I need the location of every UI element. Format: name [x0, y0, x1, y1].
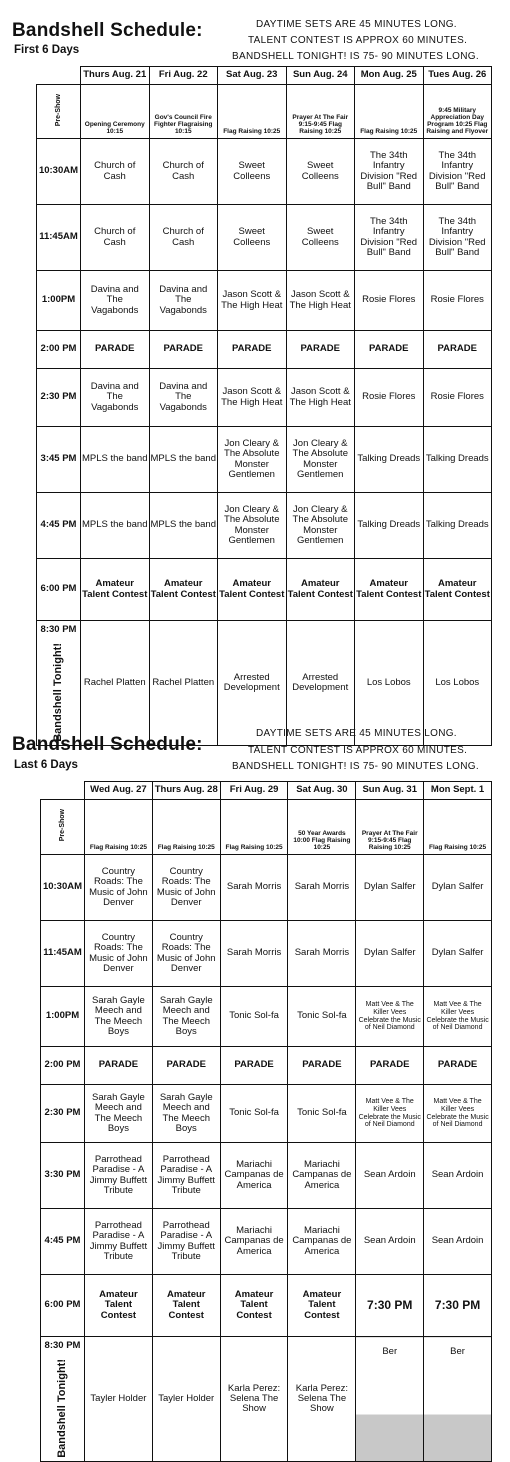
act-cell: Jason Scott & The High Heat — [286, 271, 355, 331]
act-cell: Sarah Gayle Meech and The Meech Boys — [152, 1085, 220, 1143]
preshow-label — [37, 85, 81, 139]
day-header: Thurs Aug. 21 — [81, 67, 150, 85]
act-cell: PARADE — [356, 1047, 424, 1085]
time-slot-row — [41, 987, 492, 1047]
act-cell: Talking Dreads — [423, 427, 492, 493]
act-cell: Mariachi Campanas de America — [220, 1143, 288, 1209]
act-cell: PARADE — [85, 1047, 153, 1085]
act-cell: Amateur Talent Contest — [355, 559, 424, 621]
time-slot-row — [37, 369, 492, 427]
act-cell: Talking Dreads — [355, 493, 424, 559]
act-cell: Matt Vee & The Killer Vees Celebrate the Music of Neil Diamond — [356, 987, 424, 1047]
act-cell: Rosie Flores — [423, 271, 492, 331]
act-cell: Church of Cash — [81, 205, 150, 271]
act-cell: Tonic Sol-fa — [288, 987, 356, 1047]
page-title: Bandshell Schedule: — [12, 20, 203, 41]
slot-time: 2:00 PM — [41, 1047, 85, 1085]
preshow-event: Flag Raising 10:25 — [152, 800, 220, 855]
act-cell: Rachel Platten — [81, 621, 150, 746]
bandshell-tonight-label: Bandshell Tonight! — [55, 1359, 68, 1459]
act-cell: Dylan Salfer — [424, 921, 492, 987]
act-cell: PARADE — [81, 331, 150, 369]
act-cell: PARADE — [218, 331, 287, 369]
act-cell: PARADE — [152, 1047, 220, 1085]
act-cell: Amateur Talent Contest — [288, 1275, 356, 1337]
act-cell: Matt Vee & The Killer Vees Celebrate the Music of Neil Diamond — [424, 987, 492, 1047]
act-cell: Amateur Talent Contest — [286, 559, 355, 621]
act-cell: Country Roads: The Music of John Denver — [152, 921, 220, 987]
slot-time: 4:45 PM — [41, 1209, 85, 1275]
act-cell: Church of Cash — [149, 139, 218, 205]
preshow-row — [41, 800, 492, 855]
page-title: Bandshell Schedule: — [12, 734, 203, 755]
act-cell: Church of Cash — [149, 205, 218, 271]
time-slot-row — [37, 493, 492, 559]
act-cell: The 34th Infantry Division "Red Bull" Band — [423, 205, 492, 271]
day-header: Fri Aug. 22 — [149, 67, 218, 85]
act-cell: Davina and The Vagabonds — [149, 271, 218, 331]
act-cell: Sarah Morris — [288, 855, 356, 921]
schedule-table — [40, 781, 492, 1462]
act-cell: Jason Scott & The High Heat — [218, 271, 287, 331]
act-cell: Karla Perez: Selena The Show — [288, 1337, 356, 1462]
act-cell: Rachel Platten — [149, 621, 218, 746]
act-cell: Amateur Talent Contest — [218, 559, 287, 621]
preshow-event: Opening Ceremony 10:15 — [81, 85, 150, 139]
header-corner — [37, 67, 81, 85]
act-cell: Jon Cleary & The Absolute Monster Gentlemen — [218, 427, 287, 493]
evening-time-mon: 7:30 PM — [424, 1275, 492, 1337]
act-cell: The 34th Infantry Division "Red Bull" Band — [355, 205, 424, 271]
act-cell: Sarah Gayle Meech and The Meech Boys — [85, 1085, 153, 1143]
act-cell: Talking Dreads — [355, 427, 424, 493]
act-cell: Amateur Talent Contest — [423, 559, 492, 621]
act-cell: The 34th Infantry Division "Red Bull" Band — [355, 139, 424, 205]
note-talent: TALENT CONTEST IS APPROX 60 MINUTES. — [248, 35, 468, 46]
act-cell: Country Roads: The Music of John Denver — [152, 855, 220, 921]
section-subtitle: First 6 Days — [14, 44, 80, 56]
time-slot-row — [37, 139, 492, 205]
day-header: Sun Aug. 24 — [286, 67, 355, 85]
act-cell: Sweet Colleens — [286, 205, 355, 271]
act-cell: MPLS the band — [149, 427, 218, 493]
slot-time: 3:45 PM — [37, 427, 81, 493]
act-cell: Tonic Sol-fa — [288, 1085, 356, 1143]
day-header: Wed Aug. 27 — [85, 782, 153, 800]
day-header: Fri Aug. 29 — [220, 782, 288, 800]
act-cell: Jon Cleary & The Absolute Monster Gentlemen — [286, 427, 355, 493]
slot-time: 6:00 PM — [37, 559, 81, 621]
preshow-event: Gov's Council Fire Fighter Flagraising 10:15 — [149, 85, 218, 139]
slot-time: 3:30 PM — [41, 1143, 85, 1209]
act-cell: Talking Dreads — [423, 493, 492, 559]
section-subtitle: Last 6 Days — [14, 759, 78, 771]
act-cell: PARADE — [286, 331, 355, 369]
time-slot-row — [41, 1047, 492, 1085]
act-cell: Tayler Holder — [152, 1337, 220, 1462]
act-cell: Rosie Flores — [355, 369, 424, 427]
preshow-label-text: Pre-Show — [54, 93, 62, 127]
act-cell: Tonic Sol-fa — [220, 1085, 288, 1143]
act-cell: Parrothead Paradise - A Jimmy Buffett Tribute — [85, 1143, 153, 1209]
time-slot-row — [37, 559, 492, 621]
time-slot-row — [37, 621, 492, 746]
act-cell: PARADE — [424, 1047, 492, 1085]
act-cell: Sarah Morris — [220, 921, 288, 987]
evening-act-mon: Ber — [424, 1337, 492, 1462]
act-cell: Matt Vee & The Killer Vees Celebrate the Music of Neil Diamond — [424, 1085, 492, 1143]
act-cell: Mariachi Campanas de America — [288, 1209, 356, 1275]
act-cell: Parrothead Paradise - A Jimmy Buffett Tribute — [85, 1209, 153, 1275]
slot-time: 10:30AM — [37, 139, 81, 205]
act-cell: Rosie Flores — [423, 369, 492, 427]
note-bandshell: BANDSHELL TONIGHT! IS 75- 90 MINUTES LONG. — [232, 51, 479, 62]
preshow-row — [37, 85, 492, 139]
act-cell: Parrothead Paradise - A Jimmy Buffett Tribute — [152, 1209, 220, 1275]
act-cell: Sweet Colleens — [218, 205, 287, 271]
act-cell: Mariachi Campanas de America — [220, 1209, 288, 1275]
act-cell: Arrested Development — [286, 621, 355, 746]
time-slot-row — [41, 921, 492, 987]
act-cell: Los Lobos — [423, 621, 492, 746]
act-cell: Jon Cleary & The Absolute Monster Gentlemen — [218, 493, 287, 559]
day-header: Thurs Aug. 28 — [152, 782, 220, 800]
act-cell: Sweet Colleens — [286, 139, 355, 205]
time-slot-row — [41, 1085, 492, 1143]
preshow-event: Flag Raising 10:25 — [218, 85, 287, 139]
slot-time: 10:30AM — [41, 855, 85, 921]
time-slot-row — [41, 1275, 492, 1337]
act-cell: Sarah Morris — [288, 921, 356, 987]
schedule-last-6-days — [0, 728, 510, 1459]
slot-time: 2:30 PM — [37, 369, 81, 427]
preshow-event: 9:45 Military Appreciation Day Program 10:25 Flag Raising and Flyover — [423, 85, 492, 139]
preshow-label — [41, 800, 85, 855]
act-cell: Tayler Holder — [85, 1337, 153, 1462]
slot-time: 6:00 PM — [41, 1275, 85, 1337]
day-header: Sat Aug. 30 — [288, 782, 356, 800]
slot-time: 4:45 PM — [37, 493, 81, 559]
slot-time: 8:30 PM — [44, 1340, 81, 1351]
act-cell: Amateur Talent Contest — [85, 1275, 153, 1337]
act-cell: Jon Cleary & The Absolute Monster Gentlemen — [286, 493, 355, 559]
act-cell: Mariachi Campanas de America — [288, 1143, 356, 1209]
day-header: Mon Aug. 25 — [355, 67, 424, 85]
act-cell: Sarah Gayle Meech and The Meech Boys — [152, 987, 220, 1047]
note-daytime: DAYTIME SETS ARE 45 MINUTES LONG. — [256, 19, 457, 30]
act-cell: Tonic Sol-fa — [220, 987, 288, 1047]
day-header: Mon Sept. 1 — [424, 782, 492, 800]
act-cell: Parrothead Paradise - A Jimmy Buffett Tribute — [152, 1143, 220, 1209]
slot-time: 1:00PM — [41, 987, 85, 1047]
time-slot-label — [37, 621, 81, 746]
preshow-event: Flag Raising 10:25 — [220, 800, 288, 855]
time-slot-row — [41, 1143, 492, 1209]
bandshell-tonight-label: Bandshell Tonight! — [51, 643, 64, 743]
act-cell: Davina and The Vagabonds — [149, 369, 218, 427]
note-bandshell: BANDSHELL TONIGHT! IS 75- 90 MINUTES LONG. — [232, 761, 479, 772]
time-slot-row — [41, 1337, 492, 1462]
act-cell: Davina and The Vagabonds — [81, 369, 150, 427]
note-talent: TALENT CONTEST IS APPROX 60 MINUTES. — [248, 745, 468, 756]
act-cell: MPLS the band — [149, 493, 218, 559]
slot-time: 2:30 PM — [41, 1085, 85, 1143]
act-cell: Sean Ardoin — [356, 1143, 424, 1209]
act-cell: PARADE — [355, 331, 424, 369]
act-cell: The 34th Infantry Division "Red Bull" Band — [423, 139, 492, 205]
time-slot-row — [41, 1209, 492, 1275]
act-cell: Country Roads: The Music of John Denver — [85, 921, 153, 987]
time-slot-row — [37, 271, 492, 331]
slot-time: 2:00 PM — [37, 331, 81, 369]
preshow-event: Prayer At The Fair 9:15-9:45 Flag Raising 10:25 — [286, 85, 355, 139]
time-slot-row — [41, 855, 492, 921]
act-cell: Karla Perez: Selena The Show — [220, 1337, 288, 1462]
slot-time: 11:45AM — [37, 205, 81, 271]
evening-time-sun: 7:30 PM — [356, 1275, 424, 1337]
day-header-row — [37, 67, 492, 85]
act-cell: Rosie Flores — [355, 271, 424, 331]
evening-act-sun: Ber — [356, 1337, 424, 1462]
act-cell: Dylan Salfer — [356, 921, 424, 987]
act-cell: Sarah Gayle Meech and The Meech Boys — [85, 987, 153, 1047]
act-cell: PARADE — [288, 1047, 356, 1085]
slot-time: 1:00PM — [37, 271, 81, 331]
act-cell: Amateur Talent Contest — [81, 559, 150, 621]
act-cell: Davina and The Vagabonds — [81, 271, 150, 331]
time-slot-row — [37, 205, 492, 271]
note-daytime: DAYTIME SETS ARE 45 MINUTES LONG. — [256, 728, 457, 739]
time-slot-row — [37, 331, 492, 369]
act-cell: Jason Scott & The High Heat — [286, 369, 355, 427]
act-cell: Amateur Talent Contest — [220, 1275, 288, 1337]
act-cell: Sean Ardoin — [424, 1209, 492, 1275]
act-cell: MPLS the band — [81, 493, 150, 559]
act-cell: Church of Cash — [81, 139, 150, 205]
preshow-event: Prayer At The Fair 9:15-9:45 Flag Raising 10:25 — [356, 800, 424, 855]
act-cell: PARADE — [220, 1047, 288, 1085]
act-cell: PARADE — [423, 331, 492, 369]
act-cell: Sweet Colleens — [218, 139, 287, 205]
day-header: Sun Aug. 31 — [356, 782, 424, 800]
preshow-event: 50 Year Awards 10:00 Flag Raising 10:25 — [288, 800, 356, 855]
day-header: Sat Aug. 23 — [218, 67, 287, 85]
act-cell: Arrested Development — [218, 621, 287, 746]
day-header-row — [41, 782, 492, 800]
preshow-label-text: Pre-Show — [58, 809, 66, 842]
preshow-event: Flag Raising 10:25 — [355, 85, 424, 139]
act-cell: PARADE — [149, 331, 218, 369]
time-slot-label — [41, 1337, 85, 1462]
preshow-event: Flag Raising 10:25 — [424, 800, 492, 855]
act-cell: MPLS the band — [81, 427, 150, 493]
schedule-table — [36, 66, 492, 746]
time-slot-row — [37, 427, 492, 493]
day-header: Tues Aug. 26 — [423, 67, 492, 85]
act-cell: Sean Ardoin — [424, 1143, 492, 1209]
act-cell: Dylan Salfer — [424, 855, 492, 921]
act-cell: Dylan Salfer — [356, 855, 424, 921]
act-cell: Sarah Morris — [220, 855, 288, 921]
act-cell: Amateur Talent Contest — [149, 559, 218, 621]
act-cell: Jason Scott & The High Heat — [218, 369, 287, 427]
preshow-event: Flag Raising 10:25 — [85, 800, 153, 855]
header-corner — [41, 782, 85, 800]
slot-time: 8:30 PM — [40, 624, 77, 635]
act-cell: Country Roads: The Music of John Denver — [85, 855, 153, 921]
act-cell: Los Lobos — [355, 621, 424, 746]
slot-time: 11:45AM — [41, 921, 85, 987]
act-cell: Matt Vee & The Killer Vees Celebrate the Music of Neil Diamond — [356, 1085, 424, 1143]
act-cell: Sean Ardoin — [356, 1209, 424, 1275]
act-cell: Amateur Talent Contest — [152, 1275, 220, 1337]
